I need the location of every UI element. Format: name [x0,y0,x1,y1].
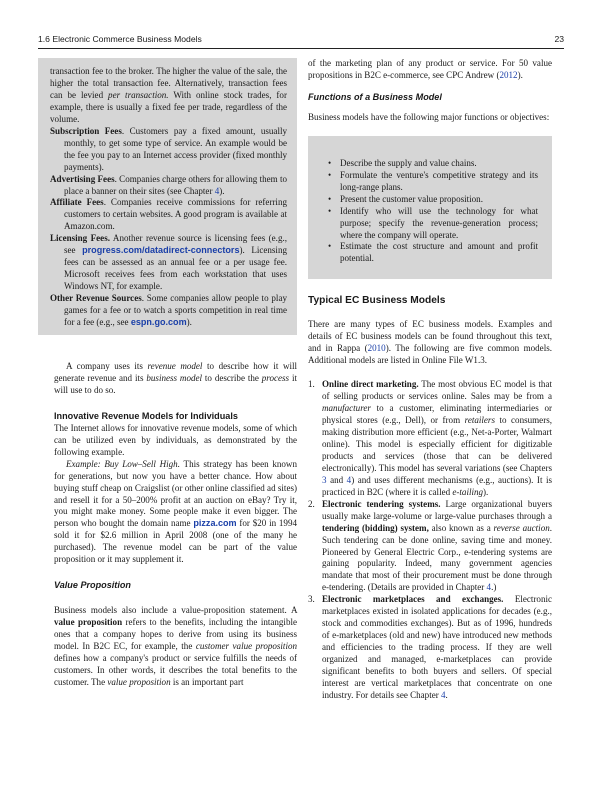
other-revenue-entry: Other Revenue Sources. Some companies allow people to play games for a fee or to watch a sports competition in real time for a fee (e.g., see espn.go.com). [50,293,287,328]
chapter-link[interactable]: 4 [346,474,352,485]
header-rule [38,48,564,49]
running-header [38,34,564,48]
typical-models-heading: Typical EC Business Models [308,295,446,307]
typical-models-paragraph: There are many types of EC business models. Examples and details of EC business models can be found throughout this text, and in Rappa (2010). The following are five common models. Additional models are listed in Online File W1.3. [308,319,552,366]
transaction-fee-continued: transaction fee to the broker. The higher the value of the sale, the higher the total transaction fee. Alternatively, transaction fees can be levied per transaction. With online stock trades, for example, there is usually a fixed fee per trade, regardless of the volume. [50,66,287,124]
function-bullet: • Identify who will use the technology for what purpose; specify the revenue-generation process; where the company will operate. [326,206,538,242]
subscription-fees-entry: Subscription Fees. Customers pay a fixed amount, usually monthly, to get some type of service. An example would be the fee you pay to an Internet access provider (fixed monthly payments). [50,125,287,172]
list-item: 3. Electronic marketplaces and exchanges. Electronic marketplaces existed in isolated applications for decades (e.g., stock and commodities exchanges). But as of 1996, hundreds of e-marketplaces (old and new) have introduced new methods and efficiencies to the trading process. If they are well organized and managed, e-marketplaces can provide significant benefits to both buyers and sellers. Of special interest are vertical marketplaces that concentrate on one industry. For details see Chapter 4. [308,594,552,700]
progress-link[interactable]: progress.com/datadirect-connectors [82,245,240,256]
function-bullet: • Estimate the cost structure and amount and profit potential. [326,241,538,265]
left-column [50,58,298,689]
revenue-model-paragraph: A company uses its revenue model to describe how it will generate revenue and its business model to describe the process it will use to do so. [54,360,298,395]
right-column [308,58,552,702]
business-models-list [308,379,552,702]
header-page-number: 23 [554,34,564,44]
value-proposition-heading: Value Proposition [54,580,131,591]
chapter-link[interactable]: 3 [322,474,327,485]
function-bullet: • Present the customer value proposition. [326,194,538,206]
list-item: 1. Online direct marketing. The most obvious EC model is that of selling products or services online. Sales may be from a manufacturer to a customer, eliminating intermediaries or physical stores (e.g., Dell), or from retailers to consumers, making distribution more efficient (e.g., Net-a-Porter, Walmart online). This model is especially efficient for digitizable products and services (those that can be delivered electronically). This model has several variations (see Chapters 3 and 4) and uses different mechanisms (e.g., auctions). It is practiced in B2C (where it is called e-tailing). [308,379,553,497]
function-bullet: • Describe the supply and value chains. [326,158,538,170]
rappa-2010-link[interactable]: 2010 [367,343,386,354]
functions-heading: Functions of a Business Model [308,91,442,102]
chapter-link[interactable]: 4 [486,582,492,593]
espn-link[interactable]: espn.go.com [130,317,187,328]
buy-low-sell-high-paragraph: Example: Buy Low–Sell High. This strategy has been known for generations, but now you have a better chance. How about buying stuff cheap on Craigslist (or other online classified ad sites) and resell it for a 50–200% profit at an auction on eBay? Try it, you might make money. Some people make it even bigger. The person who bought the domain name pizza.com for $20 in 1994 sold it for $2.6 million in April 2008 (one of the many he purchased). The revenue model can be part of the value proposition or it may supplement it. [54,458,298,565]
chapter-link[interactable]: 4 [441,689,446,700]
marketing-plan-paragraph: of the marketing plan of any product or service. For 50 value propositions in B2C e-commerce, see CPC Andrew (2012). [308,58,552,80]
value-proposition-paragraph: Business models also include a value-proposition statement. A value proposition refers to the benefits, including the intangible ones that a company hopes to derive from using its business model. In B2C EC, for example, the customer value proposition defines how a company's product or service fulfills the needs of customers. In other words, it describes the total benefits to the customer. The value proposition is an important part [54,605,298,687]
advertising-fees-entry: Advertising Fees. Companies charge others for allowing them to place a banner on their sites (see Chapter 4). [50,173,288,196]
functions-box [308,136,552,280]
list-item: 2. Electronic tendering systems. Large organizational buyers usually make large-volume or large-value purchases through a tendering (bidding) system, also known as a reverse auction. Such tendering can be done online, saving time and money. Pioneered by General Electric Corp., e-tendering systems are gaining popularity. Indeed, many government agencies mandate that most of their procurement must be done through e-tendering. (Details are provided in Chapter 4.) [308,498,553,593]
header-section-title: 1.6 Electronic Commerce Business Models [38,34,202,44]
licensing-fees-entry: Licensing Fees. Another revenue source is licensing fees (e.g., see progress.com/datadirect-connectors). Licensing fees can be assessed as an annual fee or a per usage fee. Microsoft receives fees from each workstation that uses Windows NT, for example. [50,233,287,292]
innovative-models-paragraph: The Internet allows for innovative revenue models, some of which can be utilized even by individuals, as demonstrated by the following example. [54,422,297,457]
function-bullet: • Formulate the venture's competitive strategy and its long-range plans. [326,170,538,194]
affiliate-fees-entry: Affiliate Fees. Companies receive commissions for referring customers to certain websites. A good program is available at Amazon.com. [50,197,287,232]
revenue-sources-box [38,58,297,335]
innovative-models-heading: Innovative Revenue Models for Individuals [54,410,238,421]
functions-intro: Business models have the following major functions or objectives: [308,111,550,122]
chapter-link[interactable]: 4 [214,185,220,196]
andrew-2012-link[interactable]: 2012 [499,69,518,80]
pizza-link[interactable]: pizza.com [193,518,237,529]
